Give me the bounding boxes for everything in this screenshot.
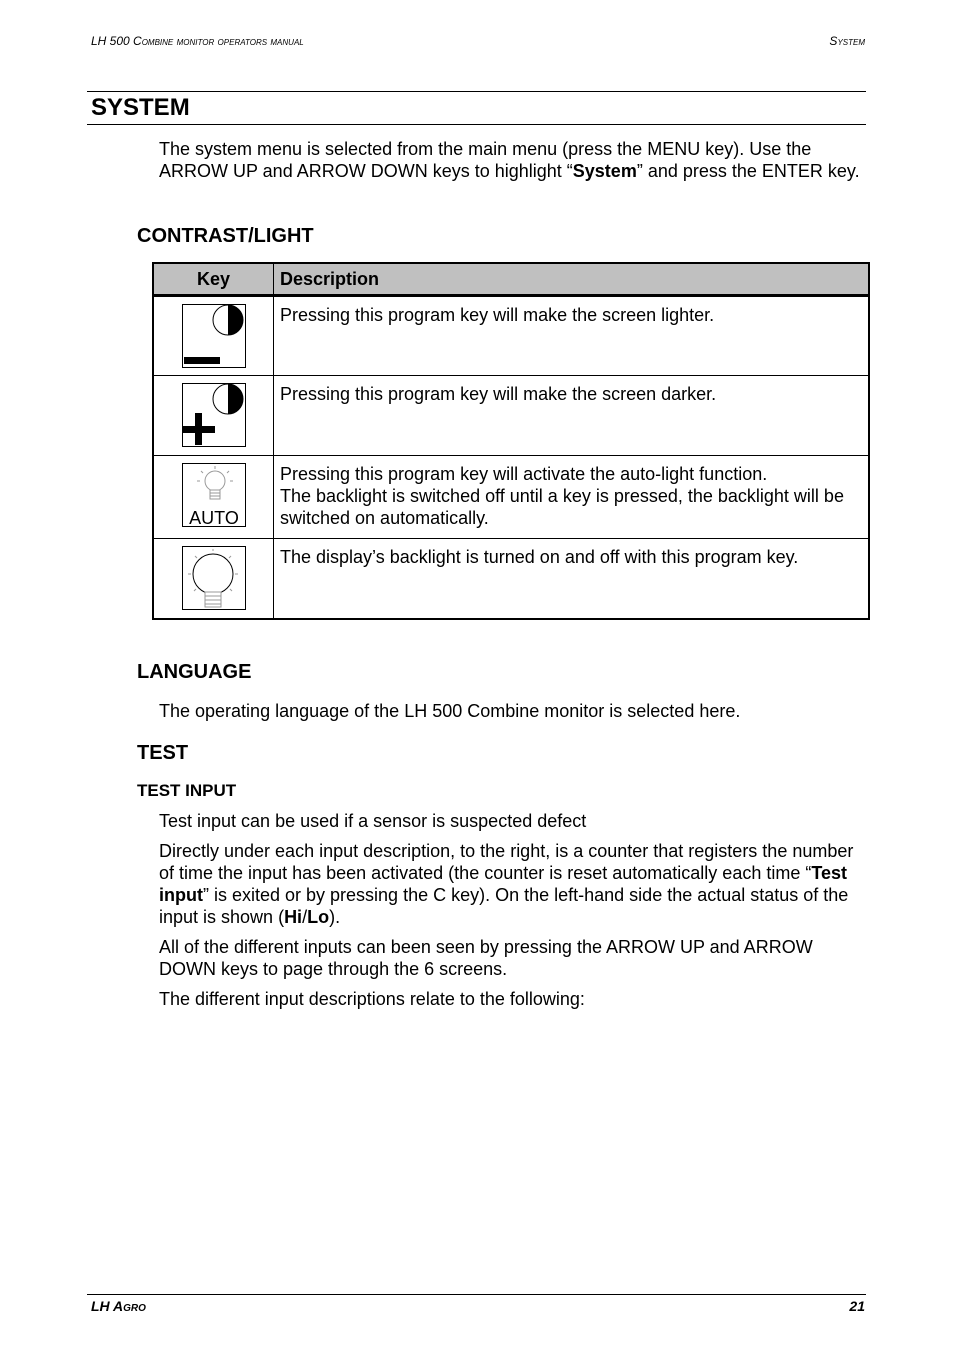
page-title: SYSTEM [91,94,190,121]
intro-paragraph: The system menu is selected from the main menu (press the MENU key). Use the ARROW UP and ARROW DOWN keys to highlight “System” and press the ENTER key. [159,139,860,181]
description-cell: Pressing this program key will make the screen lighter. [274,296,870,376]
contrast-plus-icon [182,383,246,452]
table-row [153,456,869,539]
header-manual-title: LH 500 Combine monitor operators manual [91,34,304,48]
footer-rule [87,1294,866,1295]
test-paragraph-3: All of the different inputs can been seen by pressing the ARROW UP and ARROW DOWN keys to page through the 6 screens. [159,937,813,979]
contrast-minus-icon [182,304,246,373]
key-cell [153,456,274,539]
table-row [153,376,869,456]
auto-label: AUTO [188,508,239,527]
test-paragraph-1: Test input can be used if a sensor is suspected defect [159,811,587,831]
column-header-key: Key [153,263,274,296]
contrast-heading: CONTRAST/LIGHT [137,225,314,247]
column-header-description: Description [274,263,870,296]
footer-company: LH Agro [91,1298,146,1314]
test-heading: TEST [137,742,189,764]
description-cell: The display’s backlight is turned on and off with this program key. [274,539,870,619]
key-table [152,262,870,620]
key-cell [153,376,274,456]
header-section-name: System [829,34,865,48]
title-bottom-rule [87,124,866,125]
language-paragraph: The operating language of the LH 500 Combine monitor is selected here. [159,701,741,721]
key-cell [153,539,274,619]
table-row [153,539,869,619]
table-row [153,296,869,376]
description-cell: Pressing this program key will make the screen darker. [274,376,870,456]
test-input-subheading: TEST INPUT [137,781,237,800]
language-heading: LANGUAGE [137,661,252,683]
page-number: 21 [849,1298,865,1314]
key-cell [153,296,274,376]
backlight-bulb-icon [182,546,246,615]
title-top-rule [87,91,866,92]
table-header-row [153,263,869,296]
auto-light-icon [182,463,246,532]
test-paragraph-2: Directly under each input description, to the right, is a counter that registers the number of time the input has been activated (the counter is reset automatically each time “Test input” is exited or by pressing the C key). On the left-hand side the actual status of the input is shown (Hi/Lo). [159,841,854,927]
description-cell: Pressing this program key will activate the auto-light function. The backlight is switched off until a key is pressed, the backlight will be switched on automatically. [274,456,870,539]
test-paragraph-4: The different input descriptions relate to the following: [159,989,585,1009]
